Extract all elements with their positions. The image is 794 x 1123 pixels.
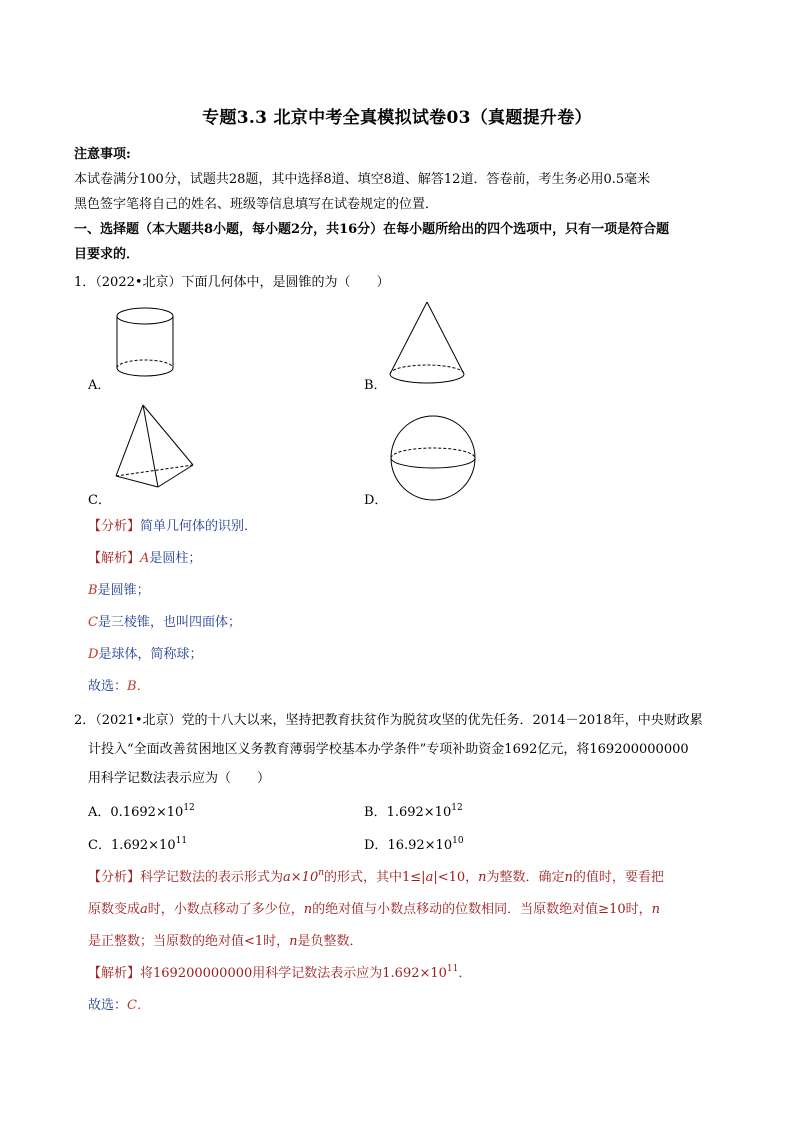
q1-option-c: C． bbox=[88, 493, 111, 508]
solution-text: 是三棱锥，也叫四面体； bbox=[97, 615, 241, 630]
q2-solution bbox=[88, 962, 471, 981]
solution-text: 是球体，简称球； bbox=[98, 647, 203, 662]
q2-option-a bbox=[88, 801, 195, 820]
notice-line-1: 本试卷满分100分，试题共28题，其中选择8道、填空8道、解答12道．答卷前，考生务必用0.5毫米 bbox=[74, 172, 651, 187]
q2-stem-line-1: 2．（2021•北京）党的十八大以来，坚持把教育扶贫作为脱贫攻坚的优先任务．2014－2018年，中央财政累 bbox=[74, 713, 703, 728]
option-exponent: 10 bbox=[452, 836, 464, 846]
solution-text: ． bbox=[458, 966, 472, 981]
q1-solution-line-d bbox=[88, 643, 202, 662]
q2-stem-line-3: 用科学记数法表示应为（ ） bbox=[88, 771, 271, 786]
solution-exponent: 11 bbox=[446, 964, 459, 974]
analysis-tag: 【分析】 bbox=[88, 870, 141, 885]
analysis-text: 是负整数． bbox=[297, 934, 363, 949]
q1-answer bbox=[88, 675, 150, 694]
q2-analysis-line-2 bbox=[88, 898, 660, 917]
analysis-var: n bbox=[564, 870, 573, 885]
solution-text: 是圆柱； bbox=[149, 551, 202, 566]
q1-option-d: D． bbox=[364, 493, 388, 508]
option-label: B． bbox=[364, 805, 387, 820]
option-label: A． bbox=[88, 805, 111, 820]
pyramid-figure bbox=[112, 402, 202, 492]
page-title: 专题3.3 北京中考全真模拟试卷03（真题提升卷） bbox=[202, 108, 592, 128]
answer-prefix: 故选： bbox=[88, 998, 128, 1013]
option-base: 0.1692×10 bbox=[110, 805, 184, 820]
analysis-text: 是正整数；当原数的绝对值<1时， bbox=[88, 934, 290, 949]
q2-answer bbox=[88, 994, 150, 1013]
option-exponent: 12 bbox=[451, 803, 463, 813]
answer-prefix: 故选： bbox=[88, 679, 128, 694]
analysis-text: 为整数．确定 bbox=[486, 870, 565, 885]
option-base: 1.692×10 bbox=[110, 838, 176, 853]
analysis-var: n bbox=[303, 902, 313, 917]
q2-stem-line-2: 计投入“全面改善贫困地区义务教育薄弱学校基本办学条件”专项补助资金1692亿元，将169200000000 bbox=[88, 742, 689, 757]
analysis-expr: a×10 bbox=[283, 870, 319, 885]
option-label: D． bbox=[364, 838, 388, 853]
analysis-text: 简单几何体的识别． bbox=[140, 519, 258, 534]
answer-value: B． bbox=[127, 679, 150, 694]
analysis-text: 科学记数法的表示形式为 bbox=[140, 870, 284, 885]
q2-option-c bbox=[88, 834, 187, 853]
option-base: 1.692×10 bbox=[386, 805, 452, 820]
solution-tag: 【解析】 bbox=[88, 966, 141, 981]
notice-line-2: 黑色签字笔将自己的姓名、班级等信息填写在试卷规定的位置． bbox=[74, 197, 439, 212]
q1-option-a: A． bbox=[88, 378, 111, 393]
letter: C bbox=[88, 615, 98, 630]
q1-option-b: B． bbox=[364, 378, 387, 393]
solution-tag: 【解析】 bbox=[88, 551, 141, 566]
analysis-var: n bbox=[478, 870, 487, 885]
letter: A bbox=[140, 551, 150, 566]
notice-heading: 注意事项: bbox=[74, 147, 131, 162]
section-heading-line-1: 一、选择题（本大题共8小题，每小题2分，共16分）在每小题所给出的四个选项中，只有一项是符合题 bbox=[74, 222, 670, 237]
q1-solution-line-c bbox=[88, 611, 241, 630]
q2-analysis-line-1 bbox=[88, 866, 664, 885]
option-base: 16.92×10 bbox=[387, 838, 453, 853]
analysis-tag: 【分析】 bbox=[88, 519, 141, 534]
answer-value: C． bbox=[127, 998, 150, 1013]
letter: D bbox=[88, 647, 99, 662]
cylinder-figure bbox=[112, 305, 182, 385]
q2-option-d bbox=[364, 834, 464, 853]
q1-solution-line-a bbox=[88, 547, 201, 566]
section-heading-line-2: 目要求的． bbox=[74, 247, 140, 262]
option-exponent: 12 bbox=[183, 803, 195, 813]
cone-figure bbox=[386, 298, 476, 388]
q2-analysis-line-3 bbox=[88, 930, 363, 949]
q1-solution-line-b bbox=[88, 579, 150, 598]
analysis-text: |<10， bbox=[433, 870, 479, 885]
analysis-text: 的值时，要看把 bbox=[572, 870, 664, 885]
q1-analysis bbox=[88, 515, 257, 534]
analysis-var: n bbox=[289, 934, 298, 949]
analysis-exp: n bbox=[318, 868, 325, 878]
analysis-var: n bbox=[651, 902, 660, 917]
analysis-var: a bbox=[140, 902, 148, 917]
analysis-text: 的绝对值与小数点移动的位数相同．当原数绝对值≥10时， bbox=[312, 902, 652, 917]
q1-stem: 1．（2022•北京）下面几何体中，是圆锥的为（ ） bbox=[74, 275, 390, 290]
analysis-text: 原数变成 bbox=[88, 902, 141, 917]
analysis-text: 时，小数点移动了多少位， bbox=[147, 902, 304, 917]
analysis-text: 的形式，其中1≤| bbox=[324, 870, 426, 885]
letter: B bbox=[88, 583, 98, 598]
analysis-var: a bbox=[425, 870, 434, 885]
solution-text: 是圆锥； bbox=[97, 583, 150, 598]
solution-text: 将169200000000用科学记数法表示应为1.692×10 bbox=[140, 966, 447, 981]
q2-option-b bbox=[364, 801, 463, 820]
option-exponent: 11 bbox=[175, 836, 188, 846]
sphere-figure bbox=[390, 414, 480, 504]
option-label: C． bbox=[88, 838, 111, 853]
